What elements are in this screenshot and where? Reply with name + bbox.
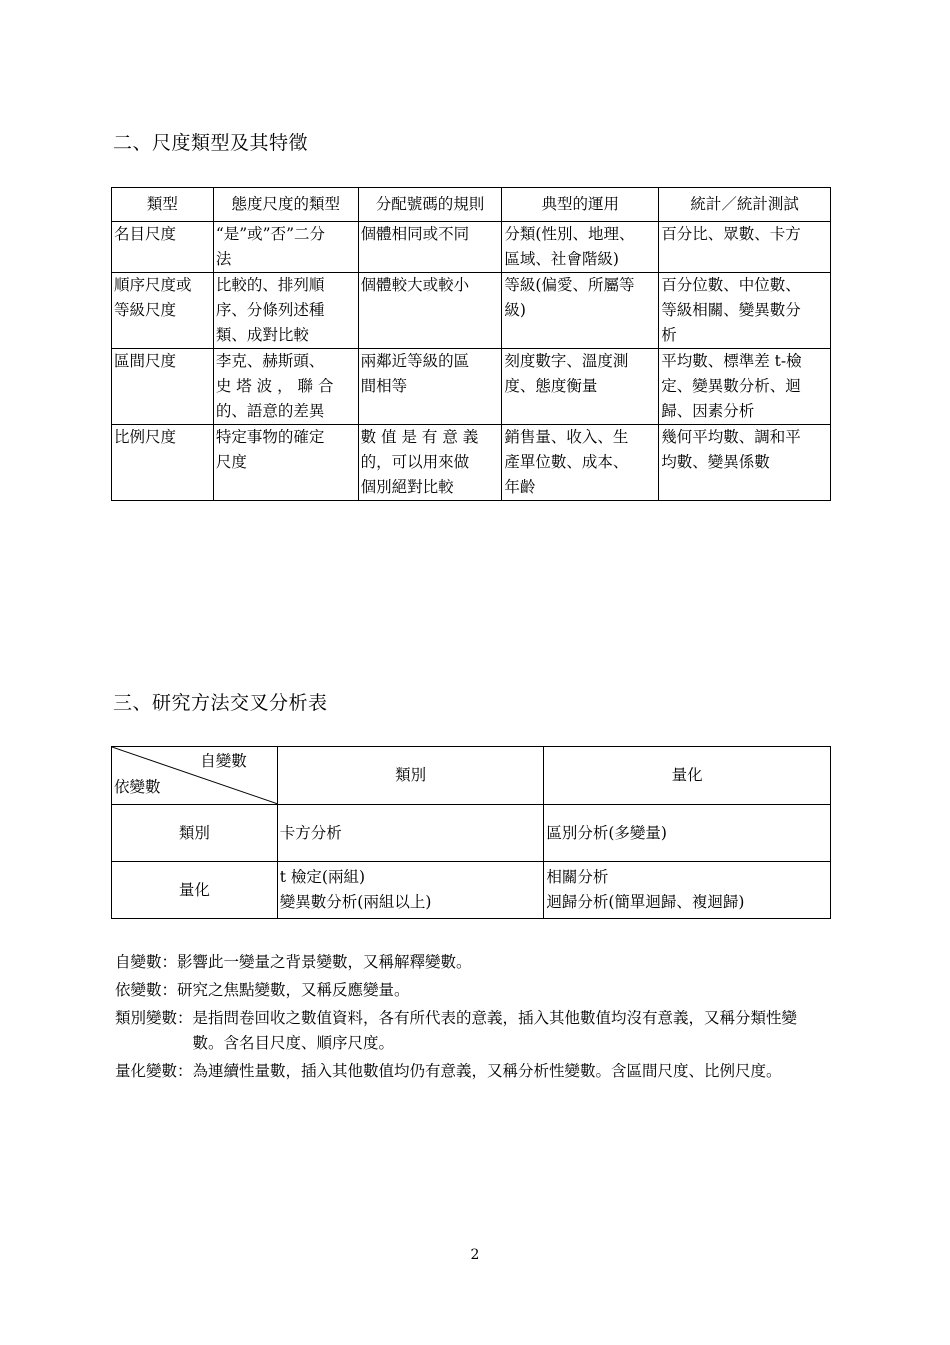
cell-line: 區間尺度 [114, 352, 177, 370]
cell-line: 百分比、眾數、卡方 [661, 225, 801, 243]
cell-line: 變異數分析(兩組以上) [279, 893, 432, 911]
cell-line: 間相等 [360, 377, 408, 395]
table-cell [502, 425, 659, 501]
cell-line: 特定事物的確定 [215, 428, 325, 446]
cell-line: 幾何平均數、調和平 [661, 428, 801, 446]
definition-item [115, 950, 823, 975]
column-header: 類型 [112, 188, 214, 222]
table-cell [358, 349, 502, 425]
section2-title: 二、尺度類型及其特徵 [113, 132, 309, 154]
cell-line: 尺度 [215, 453, 247, 471]
table-cell [502, 349, 659, 425]
definition-item [115, 1006, 823, 1056]
table-cell [112, 349, 214, 425]
cell-line: 比較的、排列順 [215, 276, 325, 294]
cell-line: 兩鄰近等級的區 [360, 352, 470, 370]
definition-body: 研究之焦點變數，又稱反應變量。 [177, 981, 410, 999]
cell-line: 的、語意的差異 [215, 402, 325, 420]
cell-line: 等級尺度 [114, 301, 177, 319]
cell-line: 等級相關、變異數分 [661, 301, 801, 319]
cell-line: 均數、變異係數 [661, 453, 770, 471]
column-header: 統計／統計測試 [659, 188, 831, 222]
definition-item [115, 978, 823, 1003]
cell-line: 年齡 [504, 478, 536, 496]
cell-line: 迴歸分析(簡單迴歸、複迴歸) [546, 893, 745, 911]
table-cell [659, 425, 831, 501]
cell-line: 名目尺度 [114, 225, 177, 243]
definition-item [115, 1059, 823, 1084]
table-row [112, 349, 831, 425]
cell-line: 個體相同或不同 [360, 225, 470, 243]
table-row [112, 805, 831, 862]
definition-body: 是指問卷回收之數值資料，各有所代表的意義，插入其他數值均沒有意義，又稱分類性變數。含名目尺度、順序尺度。 [192, 1009, 798, 1052]
cell-line: 等級(偏愛、所屬等 [504, 276, 635, 294]
table-cell [659, 273, 831, 349]
cell-line: 平均數、標準差 t-檢 [661, 352, 802, 370]
corner-header [112, 747, 278, 805]
table-cell [213, 273, 358, 349]
table-row [112, 222, 831, 273]
cell-line: 個別絕對比較 [360, 478, 454, 496]
cell-line: 類、成對比較 [215, 326, 309, 344]
definition-body: 影響此一變量之背景變數，又稱解釋變數。 [177, 953, 472, 971]
cell-line: 級) [504, 301, 526, 319]
row-header-categorical: 類別 [112, 805, 278, 862]
table-row [112, 425, 831, 501]
definitions-list [115, 950, 823, 1087]
cell-line: t 檢定(兩組) [279, 868, 366, 886]
cell-line: “是”或”否”二分 [215, 225, 326, 243]
cell-line: 分類(性別、地理、 [504, 225, 635, 243]
table-cell [112, 273, 214, 349]
table-header-row [112, 188, 831, 222]
cell-line: 史 塔 波 ， 聯 合 [215, 377, 334, 395]
cell-line: 銷售量、收入、生 [504, 428, 629, 446]
table-cell [659, 349, 831, 425]
col-header-quantitative: 量化 [544, 747, 831, 805]
cell-line: 個體較大或較小 [360, 276, 470, 294]
cell-line: 產單位數、成本、 [504, 453, 629, 471]
column-header: 態度尺度的類型 [213, 188, 358, 222]
page-number: 2 [470, 1247, 480, 1263]
table-cell [112, 425, 214, 501]
table-cell [358, 425, 502, 501]
table-cell [358, 273, 502, 349]
table-row [112, 273, 831, 349]
cell-line: 數 值 是 有 意 義 [360, 428, 479, 446]
table-cell [213, 349, 358, 425]
definition-body: 為連續性量數，插入其他數值均仍有意義，又稱分析性變數。含區間尺度、比例尺度。 [192, 1062, 782, 1080]
cell-line: 度、態度衡量 [504, 377, 598, 395]
cell-line: 順序尺度或 [114, 276, 192, 294]
cell-line: 區域、社會階級) [504, 250, 619, 268]
cell-line: 的，可以用來做 [360, 453, 470, 471]
cell-line: 析 [661, 326, 677, 344]
scale-types-table [111, 187, 831, 501]
corner-dependent-label: 依變數 [114, 778, 161, 796]
cell-line: 區別分析(多變量) [546, 823, 667, 842]
table-cell [502, 222, 659, 273]
column-header: 分配號碼的規則 [358, 188, 502, 222]
cell-line: 卡方分析 [279, 823, 342, 842]
cell-line: 刻度數字、溫度測 [504, 352, 629, 370]
col-header-categorical: 類別 [277, 747, 544, 805]
column-header: 典型的運用 [502, 188, 659, 222]
cell-line: 百分位數、中位數、 [661, 276, 801, 294]
table-cell [213, 425, 358, 501]
table-cell [112, 222, 214, 273]
cell-chi-square [277, 805, 544, 862]
cell-correlation [544, 862, 831, 919]
table-cell [358, 222, 502, 273]
cell-line: 序、分條列述種 [215, 301, 325, 319]
definition-term: 量化變數： [115, 1062, 193, 1080]
cell-line: 定、變異數分析、迴 [661, 377, 801, 395]
row-header-quantitative: 量化 [112, 862, 278, 919]
cell-line: 比例尺度 [114, 428, 177, 446]
cell-line: 法 [215, 250, 232, 268]
table-row [112, 862, 831, 919]
cross-analysis-table [111, 746, 831, 919]
section3-title: 三、研究方法交叉分析表 [113, 692, 328, 714]
table-cell [213, 222, 358, 273]
table-cell [659, 222, 831, 273]
cell-line: 李克、赫斯頭、 [215, 352, 325, 370]
cell-discriminant [544, 805, 831, 862]
cell-t-test [277, 862, 544, 919]
cell-line: 歸、因素分析 [661, 402, 755, 420]
corner-independent-label: 自變數 [200, 752, 247, 770]
definition-term: 自變數： [115, 953, 178, 971]
table-cell [502, 273, 659, 349]
definition-term: 類別變數： [115, 1009, 193, 1027]
cell-line: 相關分析 [546, 868, 609, 886]
definition-term: 依變數： [115, 981, 178, 999]
